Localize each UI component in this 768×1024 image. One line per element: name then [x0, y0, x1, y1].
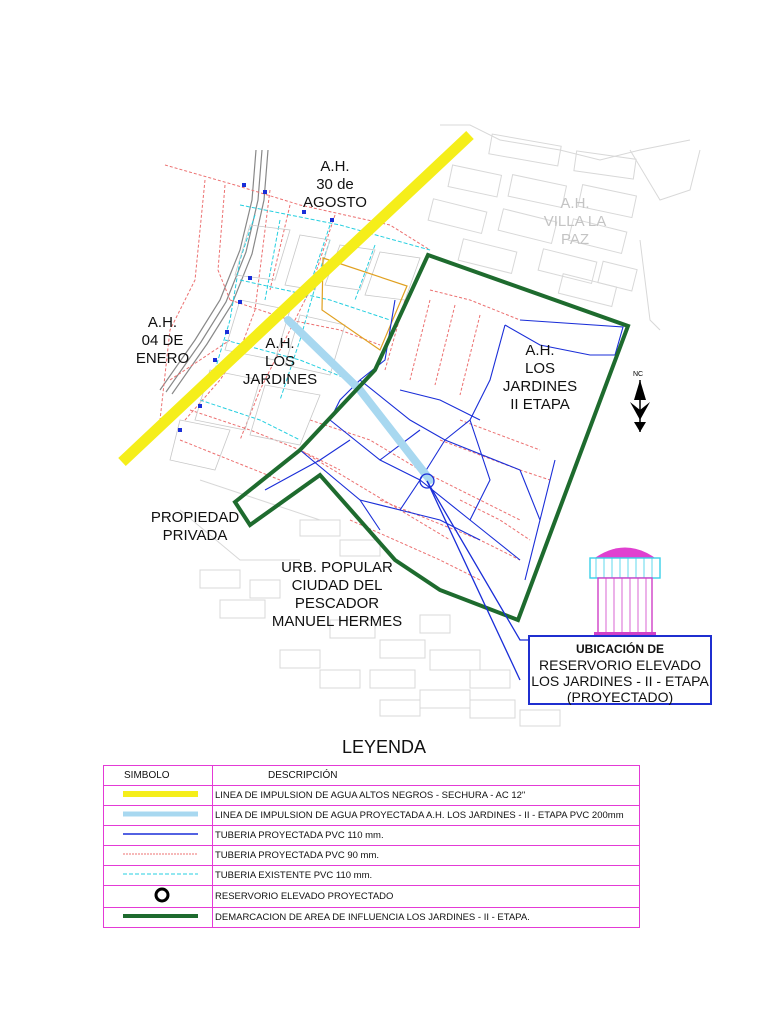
legend-header-row: [104, 766, 640, 786]
legend-symbol-impulsion-existente: [104, 786, 213, 806]
label-ah-04-enero: A.H. 04 DE ENERO: [135, 314, 190, 367]
legend-desc: DEMARCACION DE AREA DE INFLUENCIA LOS JARDINES - II - ETAPA.: [213, 908, 640, 928]
legend-header-description: DESCRIPCIÓN: [213, 766, 640, 786]
legend-row: [104, 786, 640, 806]
legend-row: [104, 886, 640, 908]
legend-desc: LINEA DE IMPULSION DE AGUA PROYECTADA A.H. LOS JARDINES - II - ETAPA PVC 200mm: [213, 806, 640, 826]
legend-table: [103, 765, 640, 928]
legend-symbol-pvc-110-existente: [104, 866, 213, 886]
callout-title: UBICACIÓN DE: [575, 642, 664, 656]
callout-line-3: (PROYECTADO): [566, 689, 674, 705]
callout-leader-line: [427, 481, 530, 640]
compass-icon: [630, 380, 650, 432]
legend-desc: TUBERIA EXISTENTE PVC 110 mm.: [213, 866, 640, 886]
label-ah-los-jardines-ii: A.H. LOS JARDINES II ETAPA: [502, 342, 578, 413]
legend-row: [104, 908, 640, 928]
label-ah-30-agosto: A.H. 30 de AGOSTO: [303, 158, 367, 211]
water-tower-icon: [590, 548, 660, 637]
legend-symbol-pvc-90-proyectada: [104, 846, 213, 866]
legend-symbol-pvc-110-proyectada: [104, 826, 213, 846]
label-ah-villa-la-paz: A.H. VILLA LA PAZ: [543, 195, 607, 248]
label-urb-popular: URB. POPULAR CIUDAD DEL PESCADOR MANUEL HERMES: [271, 559, 403, 630]
legend-desc: RESERVORIO ELEVADO PROYECTADO: [213, 886, 640, 908]
legend-desc: LINEA DE IMPULSION DE AGUA ALTOS NEGROS - SECHURA - AC 12": [213, 786, 640, 806]
north-label: NC: [633, 371, 644, 378]
legend-symbol-reservorio: [104, 886, 213, 908]
legend-header-symbol: SIMBOLO: [104, 766, 213, 786]
label-propiedad-privada: PROPIEDAD PRIVADA: [150, 509, 240, 544]
legend-row: [104, 806, 640, 826]
callout-line-1: RESERVORIO ELEVADO: [538, 657, 702, 673]
legend-desc: TUBERIA PROYECTADA PVC 110 mm.: [213, 826, 640, 846]
label-ah-los-jardines: A.H. LOS JARDINES: [242, 335, 318, 388]
legend-title: LEYENDA: [341, 737, 427, 757]
legend-row: [104, 866, 640, 886]
legend-desc: TUBERIA PROYECTADA PVC 90 mm.: [213, 846, 640, 866]
legend-symbol-impulsion-proyectada: [104, 806, 213, 826]
reservorio-callout-box: [528, 635, 712, 705]
legend-row: [104, 826, 640, 846]
legend-symbol-demarcacion: [104, 908, 213, 928]
legend-row: [104, 846, 640, 866]
callout-line-2: LOS JARDINES - II - ETAPA: [531, 673, 709, 689]
